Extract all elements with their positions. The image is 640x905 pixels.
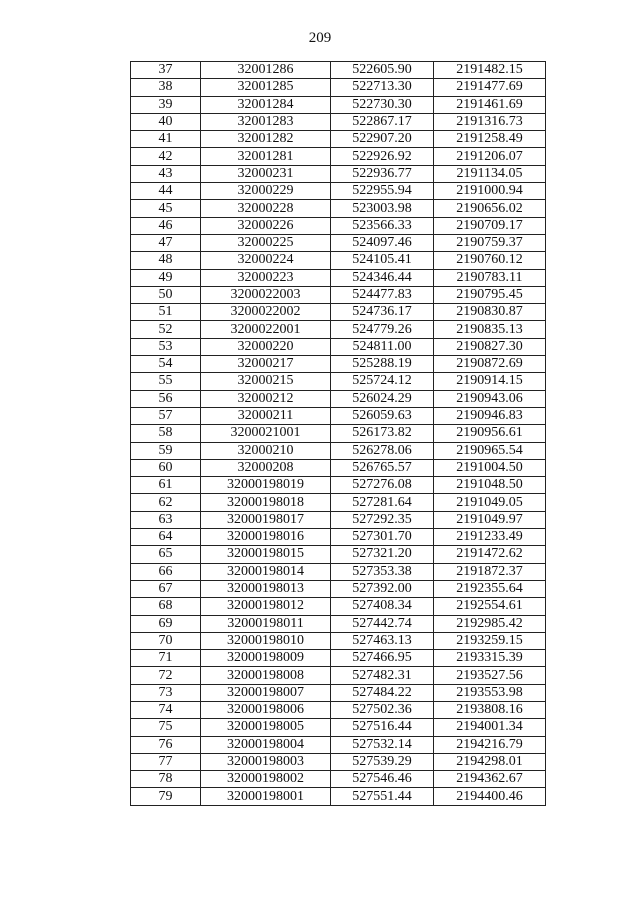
- table-row: [131, 632, 546, 649]
- y-coordinate-cell: 2191482.15: [434, 62, 546, 79]
- x-coordinate-cell: 527466.95: [331, 650, 434, 667]
- y-coordinate-cell: 2190956.61: [434, 425, 546, 442]
- row-number-cell: 39: [131, 96, 201, 113]
- row-number-cell: 67: [131, 580, 201, 597]
- row-number-cell: 69: [131, 615, 201, 632]
- table-row: [131, 788, 546, 805]
- point-id-cell: 3200022001: [201, 321, 331, 338]
- row-number-cell: 47: [131, 234, 201, 251]
- table-row: [131, 286, 546, 303]
- table-row: [131, 753, 546, 770]
- y-coordinate-cell: 2190759.37: [434, 234, 546, 251]
- row-number-cell: 71: [131, 650, 201, 667]
- x-coordinate-cell: 522867.17: [331, 113, 434, 130]
- y-coordinate-cell: 2191477.69: [434, 79, 546, 96]
- table-row: [131, 269, 546, 286]
- point-id-cell: 32000217: [201, 356, 331, 373]
- point-id-cell: 32000225: [201, 234, 331, 251]
- table-row: [131, 321, 546, 338]
- point-id-cell: 32000198003: [201, 753, 331, 770]
- x-coordinate-cell: 527463.13: [331, 632, 434, 649]
- x-coordinate-cell: 524736.17: [331, 304, 434, 321]
- table-row: [131, 442, 546, 459]
- row-number-cell: 75: [131, 719, 201, 736]
- point-id-cell: 32001281: [201, 148, 331, 165]
- x-coordinate-cell: 527353.38: [331, 563, 434, 580]
- x-coordinate-cell: 524346.44: [331, 269, 434, 286]
- y-coordinate-cell: 2191048.50: [434, 477, 546, 494]
- y-coordinate-cell: 2194298.01: [434, 753, 546, 770]
- row-number-cell: 43: [131, 165, 201, 182]
- table-row: [131, 563, 546, 580]
- row-number-cell: 58: [131, 425, 201, 442]
- y-coordinate-cell: 2191258.49: [434, 131, 546, 148]
- y-coordinate-cell: 2194216.79: [434, 736, 546, 753]
- y-coordinate-cell: 2194400.46: [434, 788, 546, 805]
- point-id-cell: 32000215: [201, 373, 331, 390]
- point-id-cell: 32000226: [201, 217, 331, 234]
- table-row: [131, 719, 546, 736]
- row-number-cell: 52: [131, 321, 201, 338]
- x-coordinate-cell: 522936.77: [331, 165, 434, 182]
- table-row: [131, 338, 546, 355]
- x-coordinate-cell: 527281.64: [331, 494, 434, 511]
- x-coordinate-cell: 527321.20: [331, 546, 434, 563]
- y-coordinate-cell: 2190965.54: [434, 442, 546, 459]
- row-number-cell: 40: [131, 113, 201, 130]
- row-number-cell: 37: [131, 62, 201, 79]
- y-coordinate-cell: 2191049.97: [434, 511, 546, 528]
- point-id-cell: 32000198013: [201, 580, 331, 597]
- point-id-cell: 3200021001: [201, 425, 331, 442]
- table-row: [131, 234, 546, 251]
- table-row: [131, 477, 546, 494]
- point-id-cell: 32000198012: [201, 598, 331, 615]
- table-row: [131, 131, 546, 148]
- row-number-cell: 62: [131, 494, 201, 511]
- point-id-cell: 32000198015: [201, 546, 331, 563]
- row-number-cell: 41: [131, 131, 201, 148]
- x-coordinate-cell: 527292.35: [331, 511, 434, 528]
- point-id-cell: 32000198011: [201, 615, 331, 632]
- x-coordinate-cell: 527551.44: [331, 788, 434, 805]
- table-row: [131, 615, 546, 632]
- table-row: [131, 356, 546, 373]
- row-number-cell: 70: [131, 632, 201, 649]
- point-id-cell: 32000220: [201, 338, 331, 355]
- x-coordinate-cell: 522955.94: [331, 183, 434, 200]
- table-row: [131, 771, 546, 788]
- x-coordinate-cell: 525288.19: [331, 356, 434, 373]
- point-id-cell: 32000198005: [201, 719, 331, 736]
- point-id-cell: 3200022003: [201, 286, 331, 303]
- row-number-cell: 49: [131, 269, 201, 286]
- row-number-cell: 64: [131, 529, 201, 546]
- row-number-cell: 46: [131, 217, 201, 234]
- table-row: [131, 79, 546, 96]
- y-coordinate-cell: 2190946.83: [434, 407, 546, 424]
- x-coordinate-cell: 522730.30: [331, 96, 434, 113]
- point-id-cell: 32001284: [201, 96, 331, 113]
- y-coordinate-cell: 2191049.05: [434, 494, 546, 511]
- x-coordinate-cell: 527502.36: [331, 701, 434, 718]
- y-coordinate-cell: 2191000.94: [434, 183, 546, 200]
- y-coordinate-cell: 2191461.69: [434, 96, 546, 113]
- table-row: [131, 304, 546, 321]
- y-coordinate-cell: 2190783.11: [434, 269, 546, 286]
- point-id-cell: 32000231: [201, 165, 331, 182]
- table-row: [131, 62, 546, 79]
- x-coordinate-cell: 523003.98: [331, 200, 434, 217]
- point-id-cell: 32000198014: [201, 563, 331, 580]
- y-coordinate-cell: 2191316.73: [434, 113, 546, 130]
- x-coordinate-cell: 524477.83: [331, 286, 434, 303]
- x-coordinate-cell: 527392.00: [331, 580, 434, 597]
- x-coordinate-cell: 526278.06: [331, 442, 434, 459]
- table-row: [131, 165, 546, 182]
- coordinates-table-body: [131, 62, 546, 806]
- row-number-cell: 73: [131, 684, 201, 701]
- row-number-cell: 51: [131, 304, 201, 321]
- row-number-cell: 60: [131, 459, 201, 476]
- x-coordinate-cell: 527532.14: [331, 736, 434, 753]
- y-coordinate-cell: 2191233.49: [434, 529, 546, 546]
- row-number-cell: 53: [131, 338, 201, 355]
- table-row: [131, 425, 546, 442]
- x-coordinate-cell: 527301.70: [331, 529, 434, 546]
- row-number-cell: 44: [131, 183, 201, 200]
- coordinates-table: [130, 61, 546, 806]
- table-row: [131, 217, 546, 234]
- x-coordinate-cell: 522713.30: [331, 79, 434, 96]
- table-row: [131, 459, 546, 476]
- y-coordinate-cell: 2190709.17: [434, 217, 546, 234]
- table-row: [131, 701, 546, 718]
- table-row: [131, 407, 546, 424]
- row-number-cell: 42: [131, 148, 201, 165]
- point-id-cell: 32000223: [201, 269, 331, 286]
- point-id-cell: 32000198008: [201, 667, 331, 684]
- x-coordinate-cell: 525724.12: [331, 373, 434, 390]
- y-coordinate-cell: 2190872.69: [434, 356, 546, 373]
- table-row: [131, 200, 546, 217]
- x-coordinate-cell: 527276.08: [331, 477, 434, 494]
- point-id-cell: 32000229: [201, 183, 331, 200]
- point-id-cell: 32000208: [201, 459, 331, 476]
- x-coordinate-cell: 526173.82: [331, 425, 434, 442]
- table-row: [131, 650, 546, 667]
- row-number-cell: 68: [131, 598, 201, 615]
- y-coordinate-cell: 2191872.37: [434, 563, 546, 580]
- table-row: [131, 736, 546, 753]
- x-coordinate-cell: 527484.22: [331, 684, 434, 701]
- x-coordinate-cell: 527482.31: [331, 667, 434, 684]
- x-coordinate-cell: 524097.46: [331, 234, 434, 251]
- x-coordinate-cell: 524105.41: [331, 252, 434, 269]
- point-id-cell: 32000198002: [201, 771, 331, 788]
- point-id-cell: 32001285: [201, 79, 331, 96]
- point-id-cell: 32001286: [201, 62, 331, 79]
- point-id-cell: 32000224: [201, 252, 331, 269]
- table-row: [131, 684, 546, 701]
- x-coordinate-cell: 526059.63: [331, 407, 434, 424]
- table-row: [131, 598, 546, 615]
- table-row: [131, 390, 546, 407]
- row-number-cell: 65: [131, 546, 201, 563]
- y-coordinate-cell: 2192985.42: [434, 615, 546, 632]
- y-coordinate-cell: 2193553.98: [434, 684, 546, 701]
- point-id-cell: 32000198017: [201, 511, 331, 528]
- table-row: [131, 96, 546, 113]
- row-number-cell: 63: [131, 511, 201, 528]
- row-number-cell: 77: [131, 753, 201, 770]
- point-id-cell: 32000198010: [201, 632, 331, 649]
- y-coordinate-cell: 2192554.61: [434, 598, 546, 615]
- point-id-cell: 32000210: [201, 442, 331, 459]
- x-coordinate-cell: 527408.34: [331, 598, 434, 615]
- y-coordinate-cell: 2190914.15: [434, 373, 546, 390]
- x-coordinate-cell: 522926.92: [331, 148, 434, 165]
- table-row: [131, 511, 546, 528]
- point-id-cell: 32000198018: [201, 494, 331, 511]
- row-number-cell: 45: [131, 200, 201, 217]
- y-coordinate-cell: 2190795.45: [434, 286, 546, 303]
- y-coordinate-cell: 2191206.07: [434, 148, 546, 165]
- point-id-cell: 32001283: [201, 113, 331, 130]
- table-row: [131, 252, 546, 269]
- point-id-cell: 32000228: [201, 200, 331, 217]
- y-coordinate-cell: 2193527.56: [434, 667, 546, 684]
- row-number-cell: 79: [131, 788, 201, 805]
- x-coordinate-cell: 524811.00: [331, 338, 434, 355]
- row-number-cell: 59: [131, 442, 201, 459]
- row-number-cell: 50: [131, 286, 201, 303]
- y-coordinate-cell: 2190943.06: [434, 390, 546, 407]
- y-coordinate-cell: 2190827.30: [434, 338, 546, 355]
- page-number: 209: [308, 30, 332, 46]
- y-coordinate-cell: 2191134.05: [434, 165, 546, 182]
- table-row: [131, 529, 546, 546]
- y-coordinate-cell: 2190656.02: [434, 200, 546, 217]
- point-id-cell: 32000198009: [201, 650, 331, 667]
- x-coordinate-cell: 523566.33: [331, 217, 434, 234]
- point-id-cell: 32000212: [201, 390, 331, 407]
- point-id-cell: 32000198016: [201, 529, 331, 546]
- y-coordinate-cell: 2193808.16: [434, 701, 546, 718]
- row-number-cell: 61: [131, 477, 201, 494]
- x-coordinate-cell: 527546.46: [331, 771, 434, 788]
- x-coordinate-cell: 522605.90: [331, 62, 434, 79]
- x-coordinate-cell: 526024.29: [331, 390, 434, 407]
- row-number-cell: 48: [131, 252, 201, 269]
- x-coordinate-cell: 524779.26: [331, 321, 434, 338]
- y-coordinate-cell: 2191004.50: [434, 459, 546, 476]
- row-number-cell: 55: [131, 373, 201, 390]
- point-id-cell: 32000211: [201, 407, 331, 424]
- y-coordinate-cell: 2192355.64: [434, 580, 546, 597]
- row-number-cell: 72: [131, 667, 201, 684]
- table-row: [131, 580, 546, 597]
- point-id-cell: 3200022002: [201, 304, 331, 321]
- row-number-cell: 66: [131, 563, 201, 580]
- point-id-cell: 32000198006: [201, 701, 331, 718]
- row-number-cell: 38: [131, 79, 201, 96]
- y-coordinate-cell: 2190835.13: [434, 321, 546, 338]
- point-id-cell: 32000198004: [201, 736, 331, 753]
- y-coordinate-cell: 2193315.39: [434, 650, 546, 667]
- row-number-cell: 78: [131, 771, 201, 788]
- y-coordinate-cell: 2194362.67: [434, 771, 546, 788]
- table-row: [131, 546, 546, 563]
- y-coordinate-cell: 2191472.62: [434, 546, 546, 563]
- row-number-cell: 74: [131, 701, 201, 718]
- row-number-cell: 57: [131, 407, 201, 424]
- point-id-cell: 32000198007: [201, 684, 331, 701]
- point-id-cell: 32000198001: [201, 788, 331, 805]
- table-row: [131, 148, 546, 165]
- x-coordinate-cell: 527539.29: [331, 753, 434, 770]
- row-number-cell: 56: [131, 390, 201, 407]
- y-coordinate-cell: 2190830.87: [434, 304, 546, 321]
- y-coordinate-cell: 2193259.15: [434, 632, 546, 649]
- table-row: [131, 667, 546, 684]
- x-coordinate-cell: 527442.74: [331, 615, 434, 632]
- point-id-cell: 32000198019: [201, 477, 331, 494]
- table-row: [131, 373, 546, 390]
- row-number-cell: 76: [131, 736, 201, 753]
- table-row: [131, 113, 546, 130]
- table-row: [131, 183, 546, 200]
- y-coordinate-cell: 2194001.34: [434, 719, 546, 736]
- row-number-cell: 54: [131, 356, 201, 373]
- x-coordinate-cell: 527516.44: [331, 719, 434, 736]
- table-row: [131, 494, 546, 511]
- point-id-cell: 32001282: [201, 131, 331, 148]
- x-coordinate-cell: 522907.20: [331, 131, 434, 148]
- y-coordinate-cell: 2190760.12: [434, 252, 546, 269]
- x-coordinate-cell: 526765.57: [331, 459, 434, 476]
